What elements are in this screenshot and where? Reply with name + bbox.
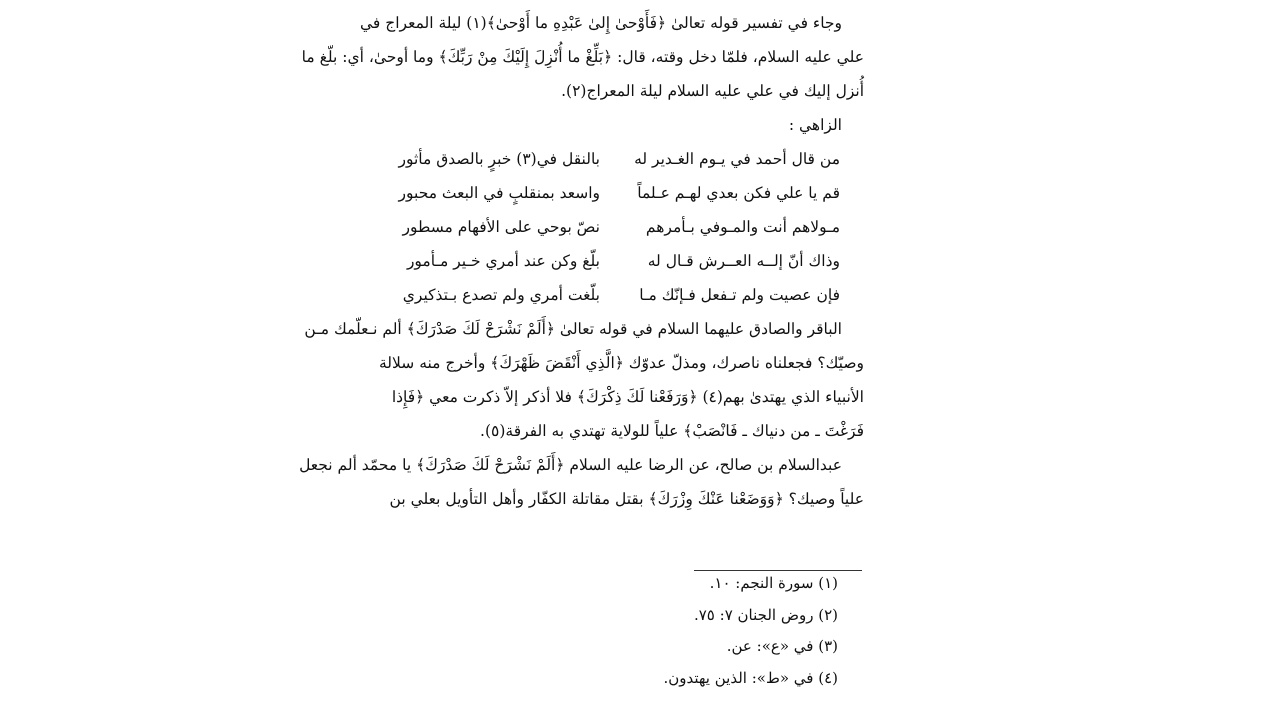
text-line: وجاء في تفسير قوله تعالىٰ ﴿فَأَوْحىٰ إِلىٰ عَبْدِهِ ما أَوْحىٰ﴾(١) ليلة المعراج في [359,14,842,32]
footnote-item: (٤) في «ط»: الذين يهتدون. [663,668,838,687]
poem-verse [358,142,864,176]
paragraph-2 [304,312,864,448]
poem-verse [358,176,864,210]
text-line: أُنزل إليك في علي عليه السلام ليلة المعراج(٢). [561,82,864,100]
footnote-item: (١) سورة النجم: ١٠. [709,574,838,592]
hemistich-second: بلّغت أمري ولم تصدع بـتذكيري [402,286,600,304]
poem-verse [358,244,864,278]
hemistich-first: من قال أحمد في يـوم الغـدير له [634,150,840,168]
hemistich-second: بالنقل في(٣) خبرٍ بالصدق مأثور [398,150,600,168]
poet-label: الزاهي : [788,116,842,134]
hemistich-second: نصّ بوحي على الأفهام مسطور [402,218,600,236]
text-line: عبدالسلام بن صالح، عن الرضا عليه السلام ﴿أَلَمْ نَشْرَحْ لَكَ صَدْرَكَ﴾ يا محمّد ألم نجعل [299,456,842,474]
footnote-item: (٢) روض الجنان ٧: ٧٥. [693,605,838,624]
text-line: فَرَغْتَ ـ من دنياك ـ فَانْصَبْ﴾ علياً للولاية تهتدي به الفرقة(٥). [480,422,864,440]
hemistich-first: مـولاهم أنت والمـوفي بـأمرهم [645,218,840,236]
text-line: الأنبياء الذي يهتدىٰ بهم(٤) ﴿وَرَفَعْنا لَكَ ذِكْرَكَ﴾ فلا أذكر إلاّ ذكرت معي ﴿فَإِذا [391,388,864,406]
text-line: علي عليه السلام، فلمّا دخل وقته، قال: ﴿بَلِّغْ ما أُنْزِلَ إِلَيْكَ مِنْ رَبِّكَ﴾ وما أوحىٰ، أي: بلّغ ما [301,48,864,66]
poem [358,142,864,312]
text-line: وصيّك؟ فجعلناه ناصرك، ومذلّ عدوّك ﴿الَّذِي أَنْقَضَ ظَهْرَكَ﴾ وأخرج منه سلالة [379,354,864,372]
footnote-item: (٣) في «ع»: عن. [726,637,838,655]
hemistich-second: واسعد بمنقلبٍ في البعث محبور [398,184,600,202]
paragraph-3 [299,448,864,516]
hemistich-first: وذاك أنّ إلــه العــرش قـال له [647,252,840,270]
hemistich-first: فإن عصيت ولم تـفعل فـإنّك مـا [639,286,840,304]
hemistich-second: بلّغ وكن عند أمري خـير مـأمور [406,252,600,270]
text-line: علياً وصيك؟ ﴿وَوَضَعْنا عَنْكَ وِزْرَكَ﴾ بقتل مقاتلة الكفّار وأهل التأويل بعلي بن [389,490,864,508]
text-line: الباقر والصادق عليهما السلام في قوله تعالىٰ ﴿أَلَمْ نَشْرَحْ لَكَ صَدْرَكَ﴾ ألم نـعلّمك مـن [304,320,842,338]
poem-verse [358,278,864,312]
poem-verse [358,210,864,244]
hemistich-first: قم يا علي فكن بعدي لهـم عـلماً [637,184,840,202]
footnotes [358,568,864,694]
document-page [299,6,864,720]
paragraph-1 [301,6,864,108]
